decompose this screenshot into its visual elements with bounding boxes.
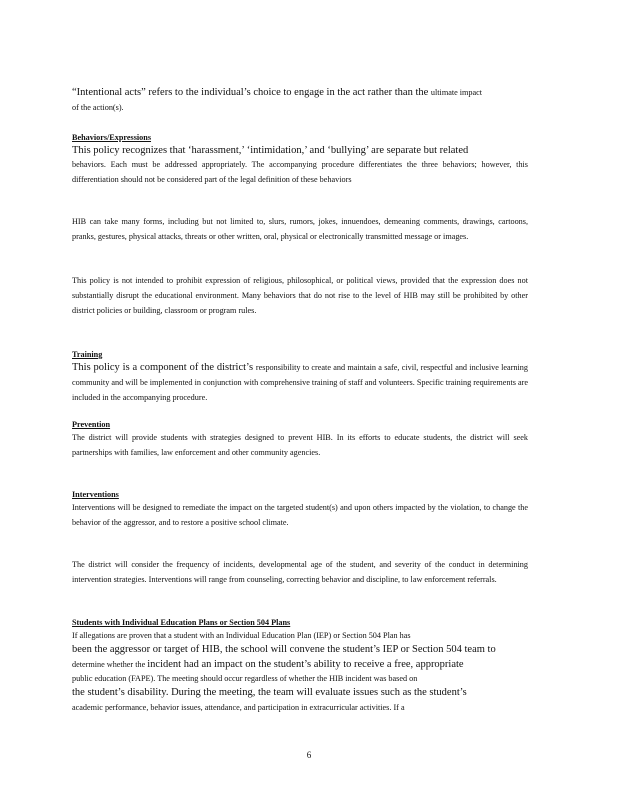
page-number: 6: [306, 750, 312, 760]
paragraph-text-small: determine whether the: [72, 660, 148, 669]
paragraph-frequency: [72, 558, 528, 588]
section-heading: Prevention: [72, 420, 111, 429]
paragraph: HIB can take many forms, including but not limited to, slurs, rumors, jokes, innuendoes, demeaning comments, drawings, cartoons, pranks, gestures, physical attacks, threats or other written, oral, physical or electronically transmitted message or images.: [72, 217, 528, 241]
paragraph-small-text: responsibility to create and maintain a safe, civil, respectful and inclusive learning community and will be implemented in conjunction with comprehensive training of staff and volunteers. Specific training requirements are included in the accompanying procedure.: [72, 363, 528, 402]
section-students-iep: [72, 617, 528, 714]
paragraph: The district will consider the frequency of incidents, developmental age of the student, and severity of the conduct in determining intervention strategies. Interventions will range from counseling, correcting behavior and discipline, to law enforcement referrals.: [72, 560, 528, 584]
paragraph-line: the student’s disability. During the meeting, the team will evaluate issues such as the student’s: [72, 687, 467, 698]
section-heading: Training: [72, 350, 103, 359]
paragraph-large-line: This policy recognizes that ‘harassment,’ ‘intimidation,’ and ‘bullying’ are separate but related: [72, 145, 469, 156]
paragraph-line: been the aggressor or target of HIB, the school will convene the student’s IEP or Section 504 team to: [72, 644, 496, 655]
section-prevention: [72, 419, 528, 461]
intro-paragraph: [72, 86, 528, 116]
section-heading: Behaviors/Expressions: [72, 133, 152, 142]
section-heading: Interventions: [72, 490, 119, 499]
paragraph-expression: [72, 274, 528, 318]
paragraph: Interventions will be designed to remediate the impact on the targeted student(s) and upon others impacted by the violation, to change the behavior of the aggressor, and to restore a positive school climate.: [72, 503, 528, 527]
paragraph-text-large: incident had an impact on the student’s ability to receive a free, appropriate: [147, 659, 464, 670]
section-interventions: [72, 489, 528, 531]
section-heading: Students with Individual Education Plans or Section 504 Plans: [72, 618, 291, 627]
paragraph-line: academic performance, behavior issues, attendance, and participation in extracurricular activities. If a: [72, 703, 405, 712]
paragraph-large-text: This policy is a component of the district’s: [72, 362, 256, 373]
section-training: [72, 349, 528, 405]
intro-text-small: ultimate impact: [430, 88, 483, 97]
paragraph-line: If allegations are proven that a student with an Individual Education Plan (IEP) or Section 504 Plan has: [72, 631, 411, 640]
paragraph: behaviors. Each must be addressed appropriately. The accompanying procedure differentiates the three behaviors; however, this differentiation should not be considered part of the legal definition of these behaviors: [72, 160, 528, 184]
intro-text-large: “Intentional acts” refers to the individual’s choice to engage in the act rather than the: [72, 87, 431, 98]
intro-text-line2: of the action(s).: [72, 102, 124, 112]
paragraph-line: public education (FAPE). The meeting should occur regardless of whether the HIB incident was based on: [72, 674, 418, 683]
paragraph-hib-forms: [72, 215, 528, 245]
paragraph: This policy is not intended to prohibit expression of religious, philosophical, or political views, provided that the expression does not substantially disrupt the educational environment. Many behaviors that do not rise to the level of HIB may still be prohibited by other district policies or building, classroom or program rules.: [72, 276, 528, 315]
section-behaviors: [72, 132, 528, 188]
paragraph: The district will provide students with strategies designed to prevent HIB. In its efforts to educate students, the district will seek partnerships with families, law enforcement and other community agencies.: [72, 433, 528, 457]
